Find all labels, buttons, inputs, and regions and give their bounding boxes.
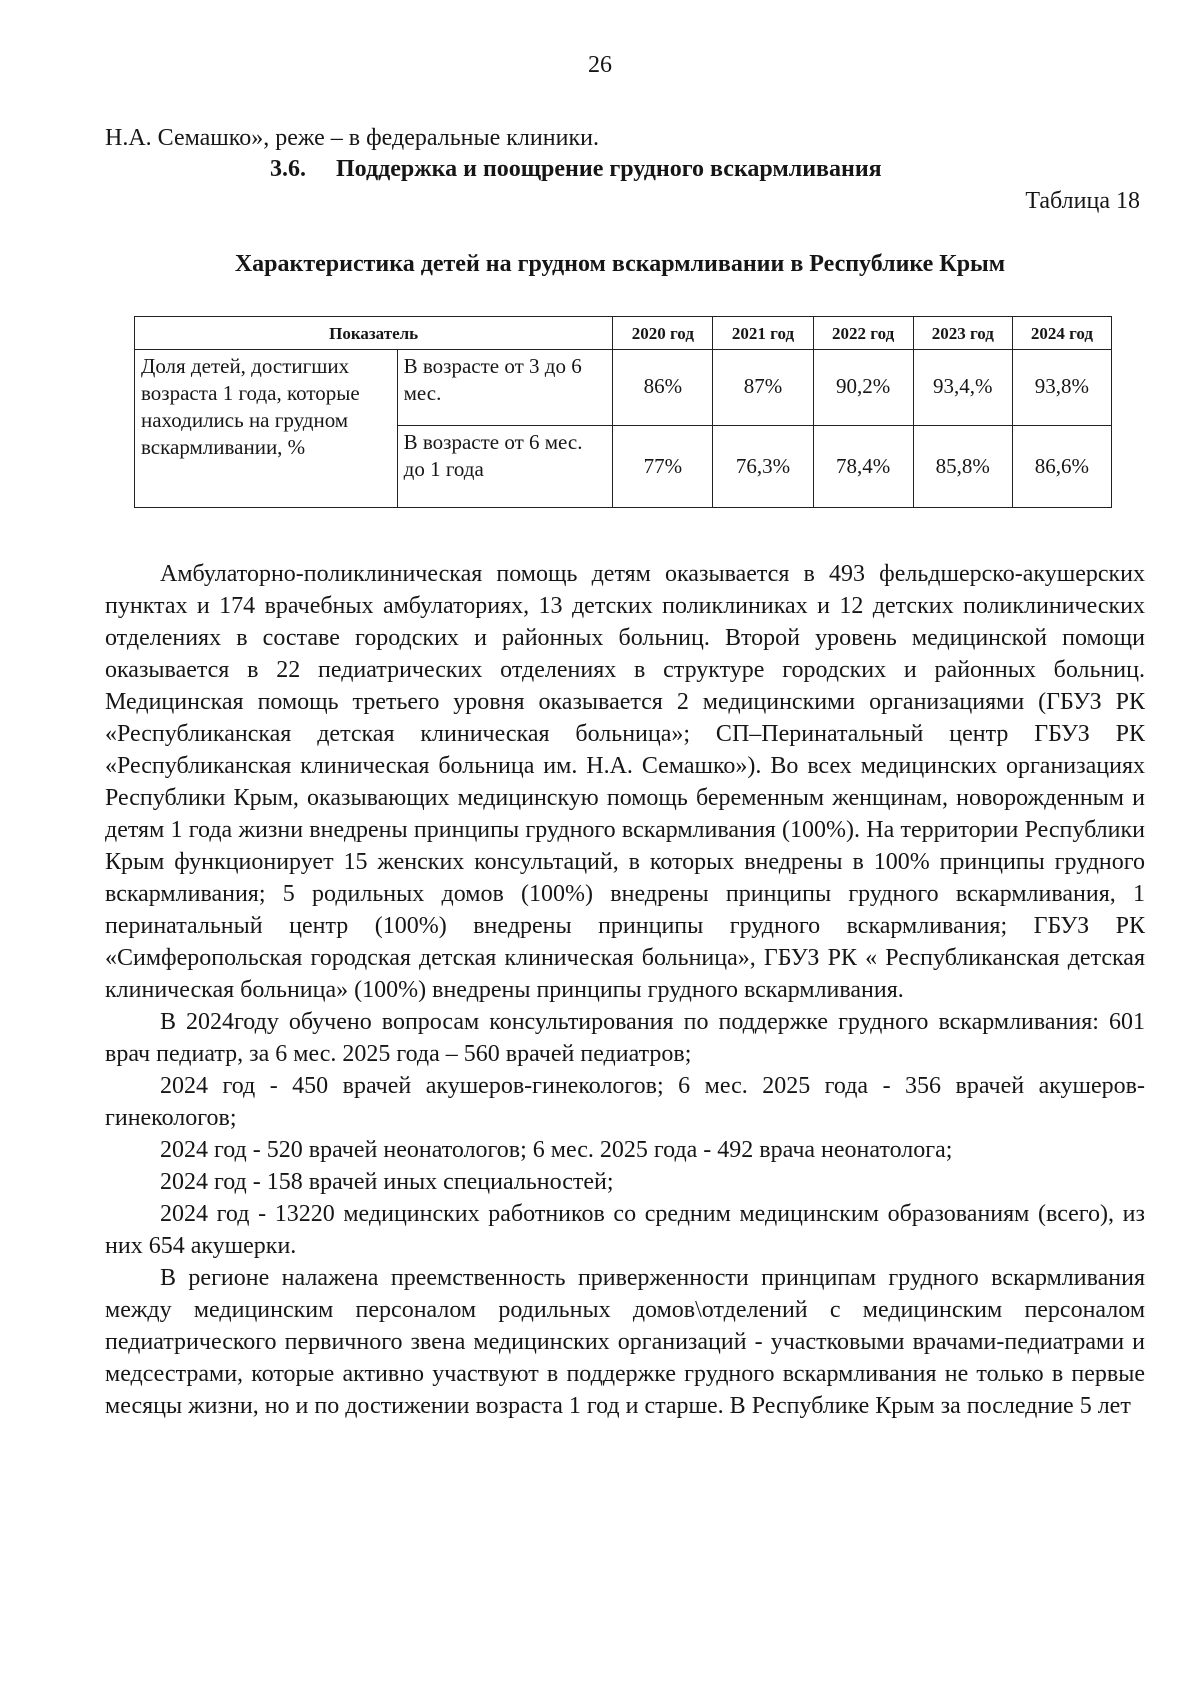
table-cell: 93,4,%	[913, 350, 1012, 426]
table-row	[135, 350, 1112, 426]
table-cell: 87%	[713, 350, 813, 426]
table-cell: 76,3%	[713, 426, 813, 508]
table-cell: 86,6%	[1012, 426, 1111, 508]
table-cell: 93,8%	[1012, 350, 1111, 426]
paragraph: В регионе налажена преемственность приверженности принципам грудного вскармливания между медицинским персоналом родильных домов\отделений с медицинским персоналом педиатрического первичного звена медицинских организаций - участковыми врачами-педиатрами и медсестрами, которые активно участвуют в поддержке грудного вскармливания не только в первые месяцы жизни, но и по достижении возраста 1 год и старше. В Республике Крым за последние 5 лет	[105, 1265, 1145, 1419]
lead-line: Н.А. Семашко», реже – в федеральные клиники.	[105, 125, 599, 151]
header-year: 2021 год	[713, 317, 813, 350]
age-label: В возрасте от 3 до 6 мес.	[397, 350, 613, 426]
header-year: 2023 год	[913, 317, 1012, 350]
metric-label: Доля детей, достигших возраста 1 года, которые находились на грудном вскармливании, %	[135, 350, 398, 508]
table-cell: 78,4%	[813, 426, 913, 508]
table-cell: 77%	[613, 426, 713, 508]
age-label: В возрасте от 6 мес. до 1 года	[397, 426, 613, 508]
body-text	[105, 558, 1145, 1422]
paragraph: В 2024году обучено вопросам консультирования по поддержке грудного вскармливания: 601 врач педиатр, за 6 мес. 2025 года – 560 врачей педиатров;	[105, 1009, 1145, 1067]
breastfeeding-table	[134, 316, 1112, 508]
paragraph: 2024 год - 13220 медицинских работников со средним медицинским образованиям (всего), из них 654 акушерки.	[105, 1201, 1145, 1259]
table-cell: 90,2%	[813, 350, 913, 426]
table-cell: 85,8%	[913, 426, 1012, 508]
table-cell: 86%	[613, 350, 713, 426]
page-number: 26	[588, 52, 612, 78]
section-title: Поддержка и поощрение грудного вскармливания	[336, 156, 882, 182]
table-label: Таблица 18	[1025, 188, 1140, 214]
section-number: 3.6.	[270, 156, 306, 182]
header-year: 2024 год	[1012, 317, 1111, 350]
paragraph: 2024 год - 450 врачей акушеров-гинекологов; 6 мес. 2025 года - 356 врачей акушеров-гинекологов;	[105, 1073, 1145, 1131]
paragraph: Амбулаторно-поликлиническая помощь детям оказывается в 493 фельдшерско-акушерских пунктах и 174 врачебных амбулаториях, 13 детских поликлиниках и 12 детских поликлинических отделениях в составе городских и районных больниц. Второй уровень медицинской помощи оказывается в 22 педиатрических отделениях в структуре городских и районных больниц. Медицинская помощь третьего уровня оказывается 2 медицинскими организациями (ГБУЗ РК «Республиканская детская клиническая больница»; СП–Перинатальный центр ГБУЗ РК «Республиканская клиническая больница им. Н.А. Семашко»). Во всех медицинских организациях Республики Крым, оказывающих медицинскую помощь беременным женщинам, новорожденным и детям 1 года жизни внедрены принципы грудного вскармливания (100%). На территории Республики Крым функционирует 15 женских консультаций, в которых внедрены в 100% принципы грудного вскармливания; 5 родильных домов (100%) внедрены принципы грудного вскармливания, 1 перинатальный центр (100%) внедрены принципы грудного вскармливания; ГБУЗ РК «Симферопольская городская детская клиническая больница», ГБУЗ РК « Республиканская детская клиническая больница» (100%) внедрены принципы грудного вскармливания.	[105, 561, 1145, 1003]
header-year: 2020 год	[613, 317, 713, 350]
paragraph: 2024 год - 520 врачей неонатологов; 6 мес. 2025 года - 492 врача неонатолога;	[160, 1137, 953, 1163]
table-caption: Характеристика детей на грудном вскармливании в Республике Крым	[234, 251, 1006, 277]
header-year: 2022 год	[813, 317, 913, 350]
paragraph: 2024 год - 158 врачей иных специальностей;	[160, 1169, 614, 1195]
section-heading	[270, 156, 882, 183]
header-indicator: Показатель	[135, 317, 613, 350]
table-header-row	[135, 317, 1112, 350]
